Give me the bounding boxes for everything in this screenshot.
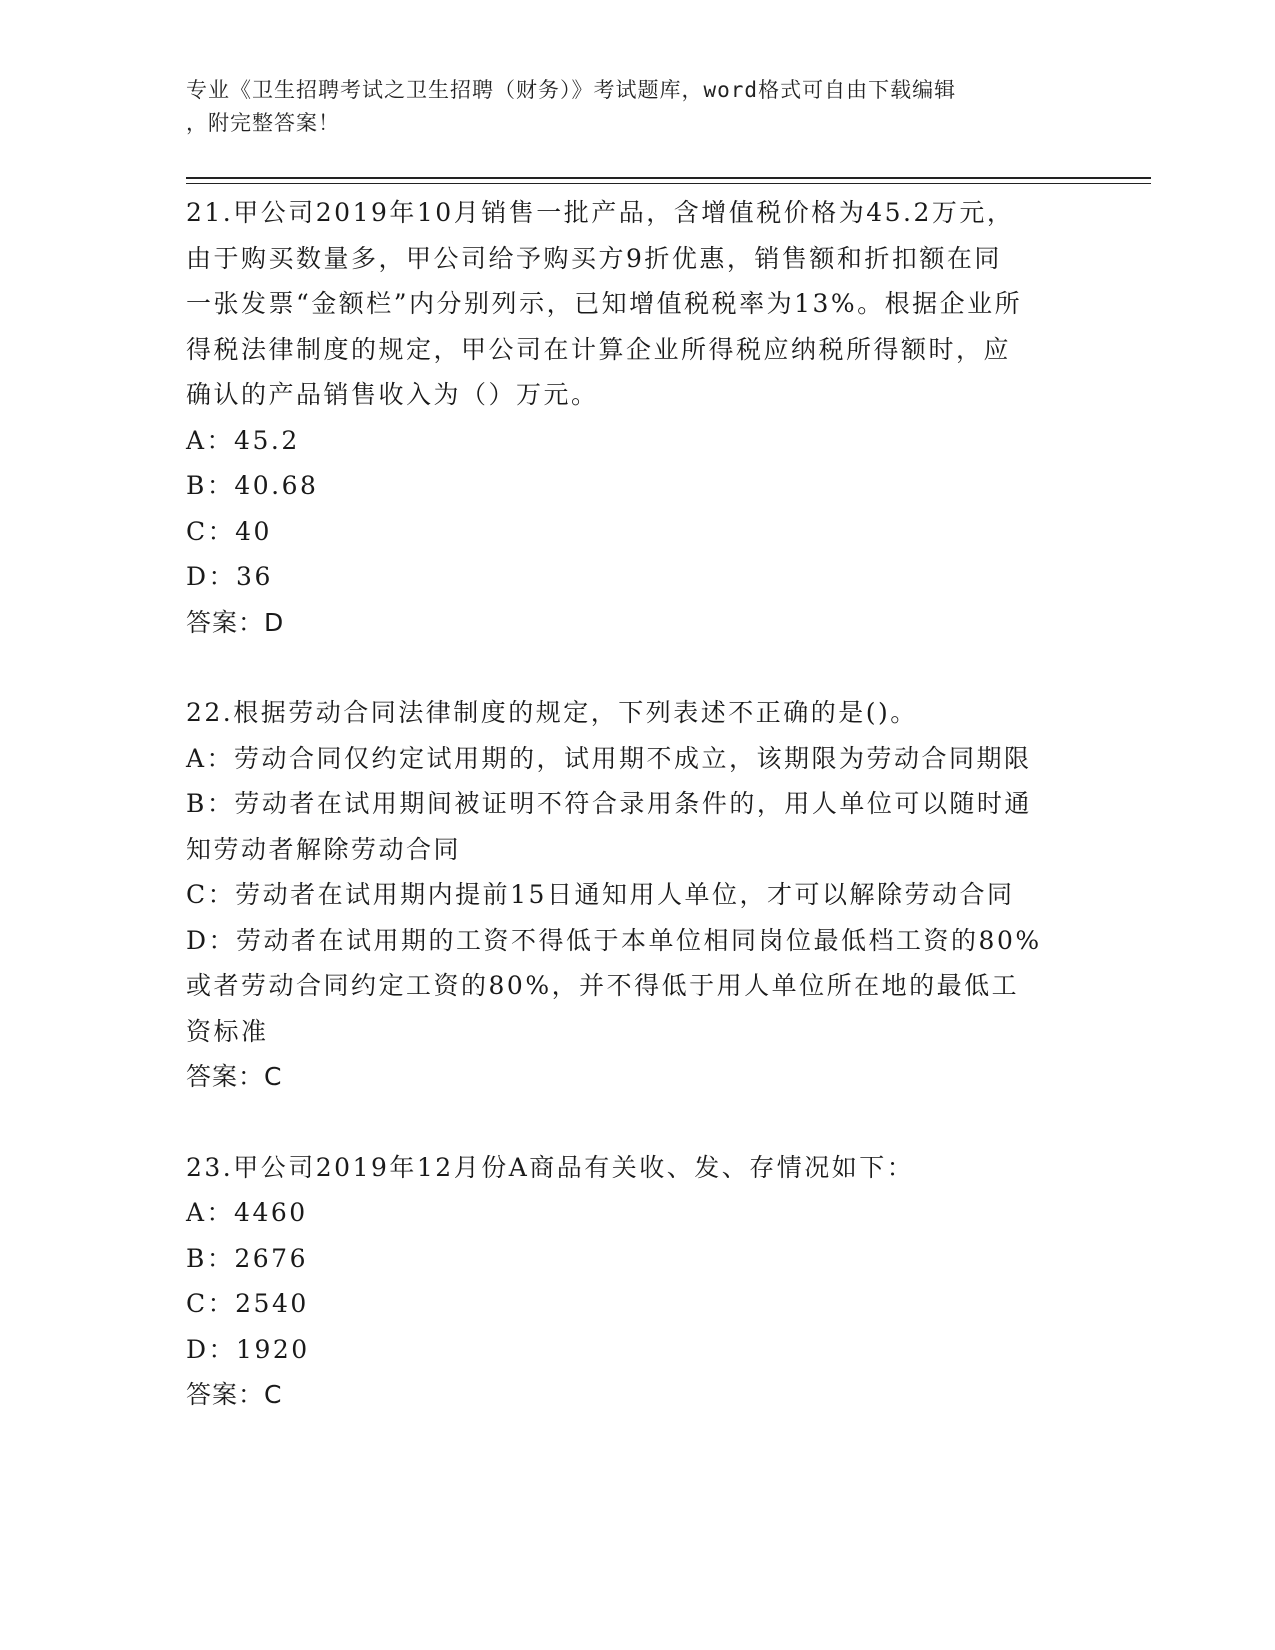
- answer-label: 答案：D: [186, 607, 285, 637]
- document-header: [186, 74, 1086, 140]
- question-stem-line: 由于购买数量多，甲公司给予购买方9折优惠，销售额和折扣额在同: [186, 243, 1002, 273]
- answer-label: 答案：C: [186, 1380, 283, 1409]
- question-stem-line: 得税法律制度的规定，甲公司在计算企业所得税应纳税所得额时，应: [186, 334, 1012, 364]
- question-23: [186, 1145, 1086, 1418]
- option-d: D：36: [186, 562, 273, 591]
- option-b: B：40.68: [186, 471, 319, 500]
- option-c: C：40: [186, 516, 272, 546]
- question-stem-line: 21.甲公司2019年10月销售一批产品，含增值税价格为45.2万元，: [186, 198, 1015, 227]
- header-divider-thick: [186, 177, 1151, 179]
- question-spacer: [186, 1100, 1086, 1145]
- option-d: D：1920: [186, 1334, 310, 1364]
- question-stem-line: 确认的产品销售收入为（）万元。: [186, 380, 599, 409]
- header-line-1: 专业《卫生招聘考试之卫生招聘（财务）》考试题库，word格式可自由下载编辑: [186, 78, 957, 102]
- question-22: [186, 690, 1086, 1100]
- question-21: [186, 190, 1086, 645]
- option-b-continued: 知劳动者解除劳动合同: [186, 834, 462, 864]
- option-d-continued: 或者劳动合同约定工资的80%，并不得低于用人单位所在地的最低工: [186, 971, 1020, 1000]
- option-c: C：劳动者在试用期内提前15日通知用人单位，才可以解除劳动合同: [186, 880, 1015, 909]
- question-stem-line: 23.甲公司2019年12月份A商品有关收、发、存情况如下：: [186, 1152, 915, 1182]
- option-a: A：45.2: [186, 425, 300, 455]
- option-c: C：2540: [186, 1289, 309, 1318]
- answer-label: 答案：C: [186, 1062, 283, 1091]
- question-stem-line: 一张发票“金额栏”内分别列示，已知增值税税率为13%。根据企业所: [186, 289, 1023, 318]
- option-d-continued: 资标准: [186, 1016, 269, 1046]
- question-stem-line: 22.根据劳动合同法律制度的规定，下列表述不正确的是()。: [186, 698, 918, 727]
- header-line-2: ，附完整答案！: [186, 111, 340, 135]
- option-b: B：2676: [186, 1243, 308, 1273]
- header-divider-thin: [186, 183, 1151, 184]
- option-b: B：劳动者在试用期间被证明不符合录用条件的，用人单位可以随时通: [186, 789, 1032, 818]
- question-list: [186, 190, 1086, 1418]
- option-a: A：4460: [186, 1198, 308, 1227]
- option-d: D：劳动者在试用期的工资不得低于本单位相同岗位最低档工资的80%: [186, 925, 1042, 955]
- question-spacer: [186, 645, 1086, 690]
- option-a: A：劳动合同仅约定试用期的，试用期不成立，该期限为劳动合同期限: [186, 743, 1032, 773]
